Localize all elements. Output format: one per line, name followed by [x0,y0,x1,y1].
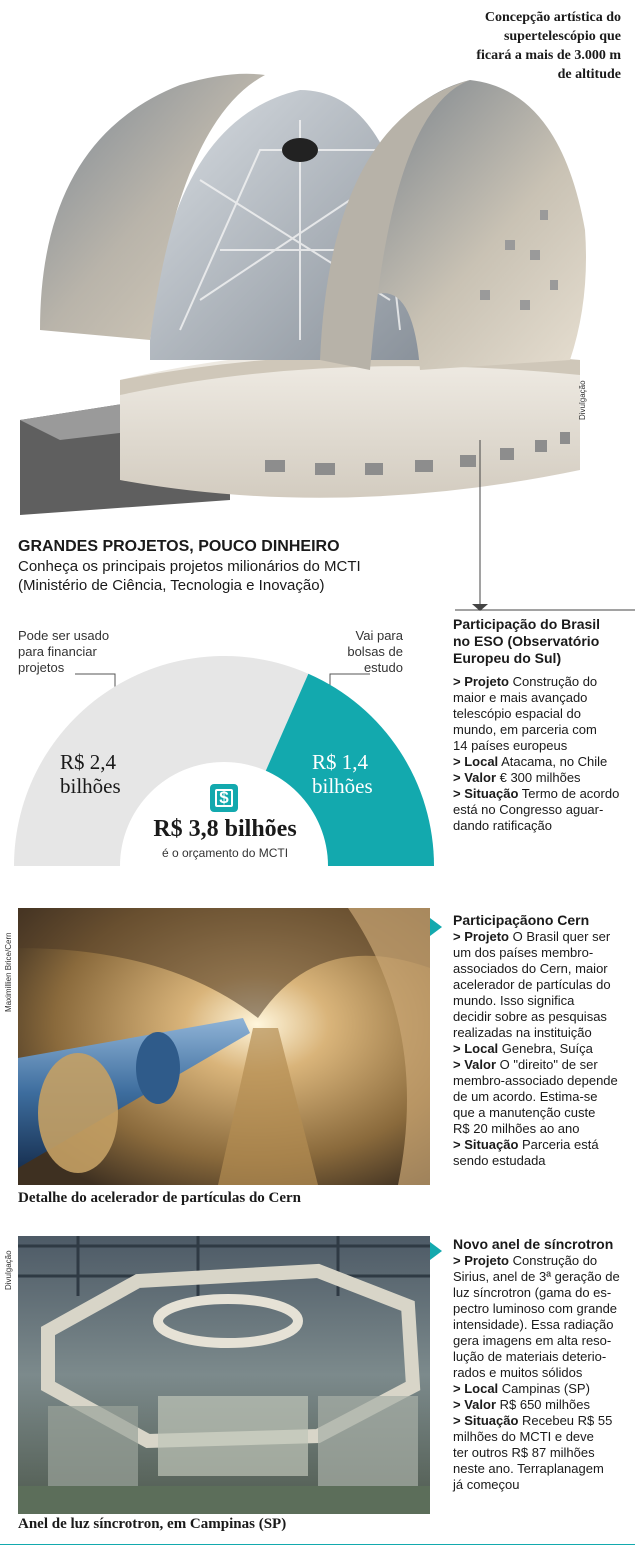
sirius-credit: Divulgação [4,1250,13,1290]
sirius-detail-text: lução de materiais deterio- [453,1349,607,1364]
cern-detail-line [453,1009,633,1025]
sirius-detail-line [453,1301,633,1317]
sirius-detail-line [453,1477,633,1493]
eso-detail-text: mundo, em parceria com [453,722,597,737]
sirius-detail-label: > Projeto [453,1253,509,1268]
cern-detail-text: sendo estudada [453,1153,546,1168]
sirius-caption: Anel de luz síncrotron, em Campinas (SP) [18,1516,287,1532]
sirius-detail-label: > Situação [453,1413,519,1428]
eso-detail-text: 14 países europeus [453,738,568,753]
right-note-line: bolsas de [347,644,403,659]
eso-detail-text: Construção do [509,674,598,689]
sirius-detail-text: gera imagens em alta reso- [453,1333,612,1348]
sirius-detail-line [453,1349,633,1365]
eso-detail-text: Atacama, no Chile [498,754,608,769]
hero-caption-line: ficará a mais de 3.000 m [476,48,621,63]
total-value: R$ 3,8 bilhões [153,816,297,842]
left-note-leader [75,674,115,688]
sirius-detail-text: rados e muitos sólidos [453,1365,583,1380]
sirius-detail-line [453,1445,633,1461]
cern-detail-text: O Brasil quer ser [509,929,611,944]
cern-detail-line [453,1041,633,1057]
eso-detail-label: > Local [453,754,499,769]
cern-detail-label: > Situação [453,1137,519,1152]
sirius-info [453,1236,633,1493]
sirius-detail-text: milhões do MCTI e deve [453,1429,594,1444]
cern-detail-line [453,993,633,1009]
budget-title: GRANDES PROJETOS, POUCO DINHEIRO [18,538,340,555]
eso-detail-line [453,754,633,770]
budget-subtitle-line: (Ministério de Ciência, Tecnologia e Inovação) [18,577,325,594]
sirius-detail-text: pectro luminoso com grande [453,1301,618,1316]
right-note-line: estudo [363,660,403,675]
cern-detail-text: Parceria está [518,1137,599,1152]
cern-detail-line [453,929,633,945]
budget-subtitle [18,557,361,595]
sirius-detail-text: já começou [453,1477,520,1492]
cern-detail-text: acelerador de partículas do [453,977,611,992]
cern-detail-text: mundo. Isso significa [453,993,575,1008]
left-note-line: para financiar [18,644,97,659]
cern-photo [18,908,430,1185]
right-note-line: Vai para [355,628,403,643]
dollar-sign-icon: $ [210,784,238,812]
sirius-detail-text: R$ 650 milhões [496,1397,590,1412]
eso-detail-line [453,690,633,706]
eso-detail-text: está no Congresso aguar- [453,802,604,817]
sirius-detail-text: ter outros R$ 87 milhões [453,1445,595,1460]
cern-detail-text: realizadas na instituição [453,1025,592,1040]
right-note-leader [330,674,370,686]
eso-title [453,616,633,667]
sirius-detail-label: > Local [453,1381,499,1396]
sirius-pointer [430,1242,444,1260]
right-value-line: R$ 1,4 [312,750,369,774]
eso-detail-line [453,818,633,834]
cern-detail-line [453,1105,633,1121]
cern-detail-line [453,1121,633,1137]
sirius-photo [18,1236,430,1514]
cern-detail-line [453,1073,633,1089]
sirius-detail-line [453,1253,633,1269]
cern-title: Participaçãono Cern [453,912,590,928]
eso-detail-line [453,738,633,754]
cern-detail-text: um dos países membro- [453,945,594,960]
eso-detail-line [453,722,633,738]
left-value-line: R$ 2,4 [60,750,117,774]
eso-detail-text: € 300 milhões [496,770,581,785]
cern-detail-text: membro-associado depende [453,1073,618,1088]
sirius-detail-text: Recebeu R$ 55 [518,1413,613,1428]
sirius-detail-line [453,1381,633,1397]
left-note-line: Pode ser usado [18,628,110,643]
cern-details [453,929,633,1169]
cern-detail-label: > Projeto [453,929,509,944]
cern-detail-text: que a manutenção custe [453,1105,596,1120]
cern-detail-line [453,1057,633,1073]
eso-detail-line [453,706,633,722]
sirius-detail-text: Campinas (SP) [498,1381,590,1396]
eso-details [453,674,633,834]
eso-detail-line [453,770,633,786]
hero-credit: Divulgação [578,380,587,420]
sirius-detail-line [453,1365,633,1381]
hero-caption-line: de altitude [557,67,621,82]
eso-detail-line [453,674,633,690]
eso-title-line: Europeu do Sul) [453,650,562,666]
total-note: é o orçamento do MCTI [161,846,289,860]
bottom-divider [0,1544,635,1545]
right-value [312,750,373,798]
cern-detail-text: de um acordo. Estima-se [453,1089,598,1104]
cern-detail-line [453,977,633,993]
left-value-line: bilhões [60,774,121,798]
hero-caption-line: Concepção artística do [484,10,621,25]
cern-detail-line [453,945,633,961]
sirius-detail-line [453,1397,633,1413]
eso-detail-text: dando ratificação [453,818,553,833]
eso-detail-line [453,802,633,818]
cern-pointer [430,918,444,936]
eso-detail-label: > Projeto [453,674,509,689]
left-note-line: projetos [18,660,65,675]
eso-pointer-line [440,440,635,615]
cern-detail-label: > Valor [453,1057,496,1072]
cern-detail-text: decidir sobre as pesquisas [453,1009,607,1024]
sirius-detail-text: neste ano. Terraplanagem [453,1461,604,1476]
sirius-detail-line [453,1413,633,1429]
sirius-detail-line [453,1333,633,1349]
cern-detail-text: O "direito" de ser [496,1057,598,1072]
sirius-title: Novo anel de síncrotron [453,1236,614,1252]
sirius-detail-line [453,1317,633,1333]
cern-detail-text: associados do Cern, maior [453,961,608,976]
sirius-detail-line [453,1461,633,1477]
cern-detail-line [453,1025,633,1041]
cern-detail-label: > Local [453,1041,499,1056]
cern-info [453,912,633,1169]
cern-detail-line [453,961,633,977]
eso-detail-line [453,786,633,802]
right-value-line: bilhões [312,774,373,798]
cern-caption: Detalhe do acelerador de partículas do Cern [18,1190,302,1206]
sirius-detail-line [453,1429,633,1445]
eso-detail-text: maior e mais avançado [453,690,588,705]
eso-info [453,616,633,834]
sirius-detail-text: intensidade). Essa radiação [453,1317,614,1332]
eso-title-line: no ESO (Observatório [453,633,600,649]
eso-detail-label: > Situação [453,786,519,801]
sirius-detail-line [453,1269,633,1285]
cern-detail-text: R$ 20 milhões ao ano [453,1121,580,1136]
sirius-detail-line [453,1285,633,1301]
cern-credit: Maximillien Brice/Cern [4,932,13,1012]
hero-caption-line: supertelescópio que [503,29,621,44]
sirius-detail-text: luz síncrotron (gama do es- [453,1285,612,1300]
cern-detail-line [453,1137,633,1153]
cern-detail-line [453,1089,633,1105]
eso-detail-text: telescópio espacial do [453,706,581,721]
left-value [60,750,121,798]
cern-detail-line [453,1153,633,1169]
sirius-details [453,1253,633,1493]
eso-detail-label: > Valor [453,770,496,785]
sirius-detail-text: Sirius, anel de 3ª geração de [453,1269,620,1284]
sirius-detail-label: > Valor [453,1397,496,1412]
eso-detail-text: Termo de acordo [518,786,620,801]
budget-subtitle-line: Conheça os principais projetos milionários do MCTI [18,558,361,575]
sirius-detail-text: Construção do [509,1253,598,1268]
cern-detail-text: Genebra, Suíça [498,1041,593,1056]
hero-caption [391,8,621,84]
eso-title-line: Participação do Brasil [453,616,601,632]
